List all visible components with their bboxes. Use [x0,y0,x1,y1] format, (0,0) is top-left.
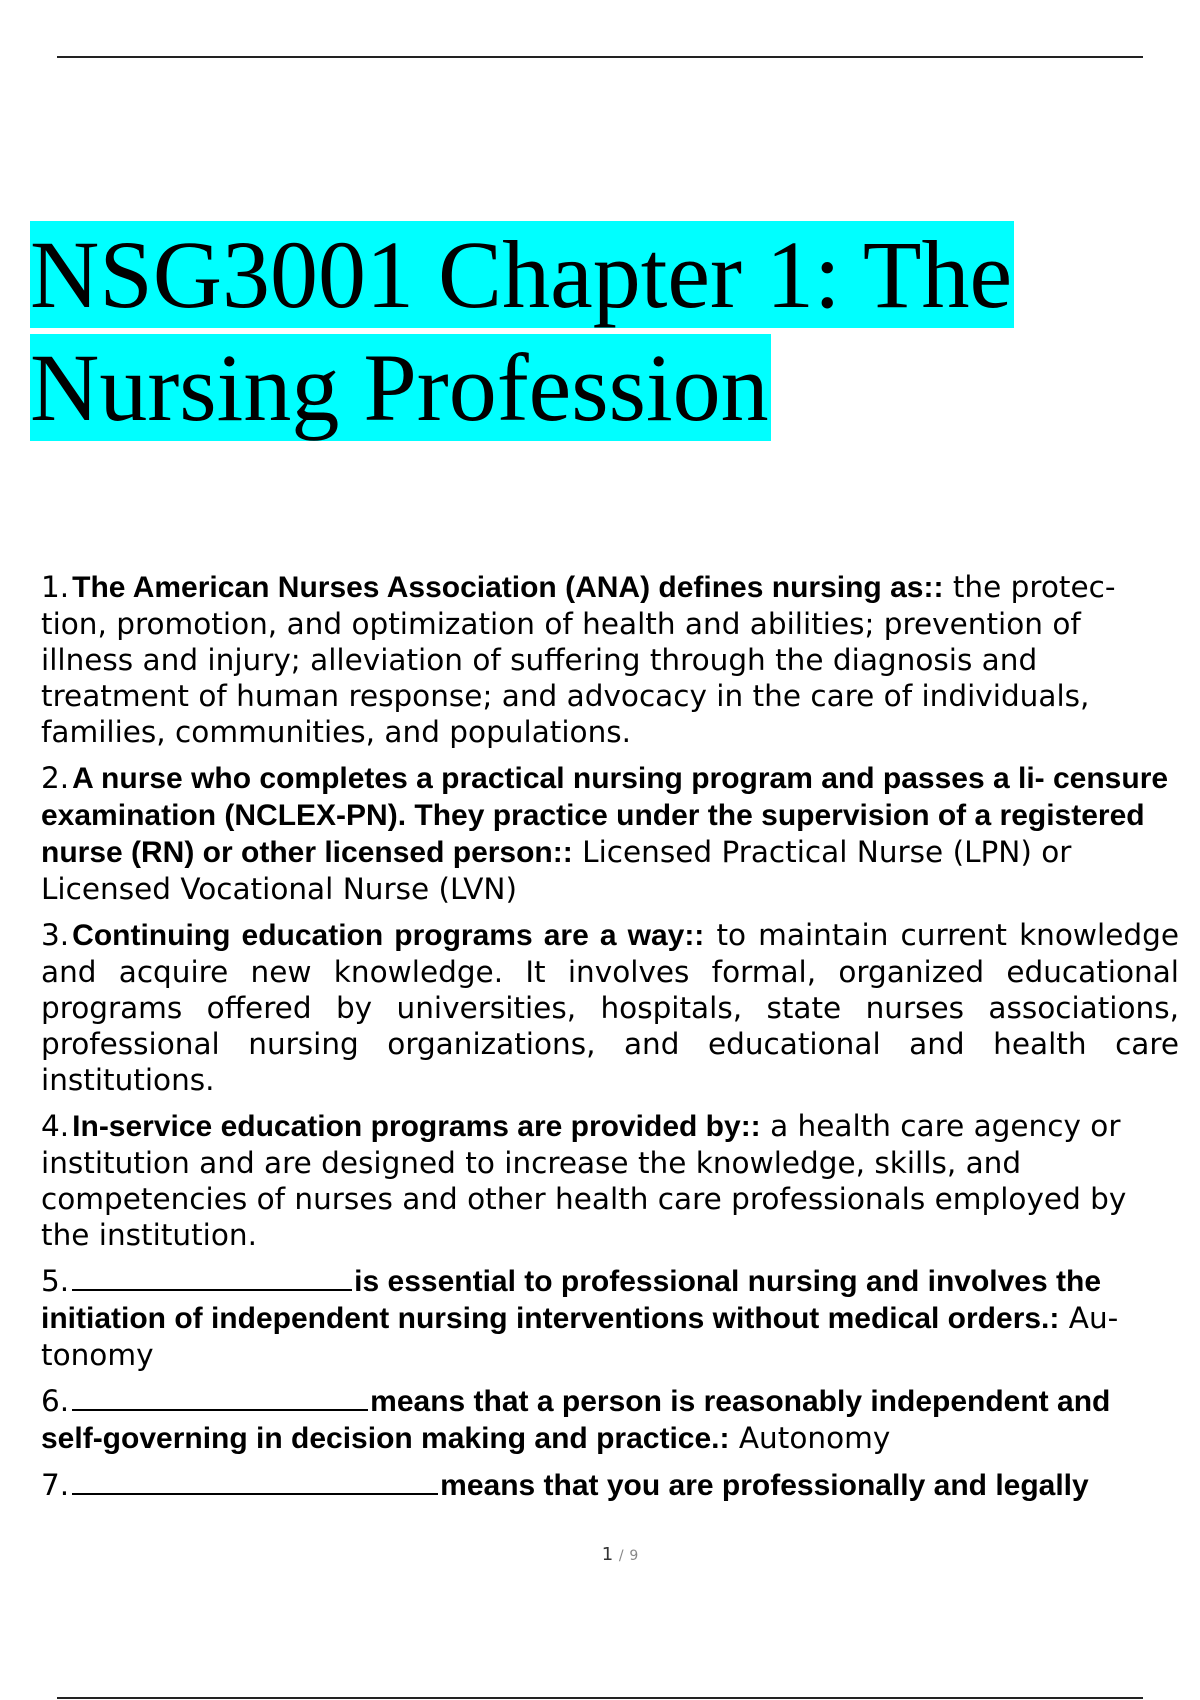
item-question: means that you are professionally and legally [440,1469,1089,1502]
item-answer: Licensed Practical Nurse (LPN) or Licensed Vocational Nurse (LVN) [41,835,1072,906]
bottom-rule [57,1697,1143,1699]
item-number: 7. [41,1468,70,1502]
item-question: Continuing education programs are a way:: [72,919,705,952]
list-item [41,1108,1179,1253]
item-answer: Autonomy [738,1421,891,1455]
item-number: 3. [41,918,70,952]
item-number: 4. [41,1109,70,1143]
item-answer: a health care agency or institution and are designed to increase the knowledge, skills, and competencies of nurses and other health care professionals employed by the institution. [41,1109,1127,1252]
item-question: means that a person is reasonably independent and self-governing in decision making and practice.: [41,1385,1111,1455]
item-question: A nurse who completes a practical nursing program and passes a li- censure examination (NCLEX-PN). They practice under the supervision of a registered nurse (RN) or other licensed person:: [41,762,1169,869]
list-item [41,569,1179,750]
list-item [41,917,1179,1098]
document-title [30,218,1150,444]
list-item [41,760,1179,907]
list-item [41,1467,1179,1504]
item-answer: to maintain current knowledge and acquire new knowledge. It involves formal, organized educational programs offered by universities, hospitals, state nurses associations, professional nursing organizations, and educational and health care institutions. [41,918,1179,1097]
list-item [41,1263,1179,1373]
title-line-2: Nursing Profession [30,334,769,441]
item-question: In-service education programs are provided by:: [72,1110,761,1143]
item-number: 2. [41,761,70,795]
title-line-1: NSG3001 Chapter 1: The [30,221,1013,328]
item-answer: the protec- tion, promotion, and optimization of health and abilities; prevention of illness and injury; alleviation of suffering through the diagnosis and treatment of human response; and advocacy in the care of individuals, families, communities, and populations. [41,570,1116,749]
fill-in-blank [72,1383,368,1411]
page-total: 9 [629,1548,639,1564]
fill-in-blank [72,1263,352,1291]
list-item [41,1383,1179,1457]
page-indicator [0,1544,1200,1565]
page-separator: / [618,1548,624,1564]
item-question: is essential to professional nursing and involves the initiation of independent nursing interventions without medical orders.: [41,1265,1102,1335]
item-answer: Au- tonomy [41,1301,1119,1372]
top-rule [57,56,1143,58]
item-question: The American Nurses Association (ANA) defines nursing as:: [72,571,944,604]
page-current: 1 [601,1544,614,1565]
item-number: 5. [41,1264,70,1298]
question-list [41,569,1179,1514]
item-number: 1. [41,570,70,604]
item-number: 6. [41,1384,70,1418]
fill-in-blank [72,1467,438,1495]
